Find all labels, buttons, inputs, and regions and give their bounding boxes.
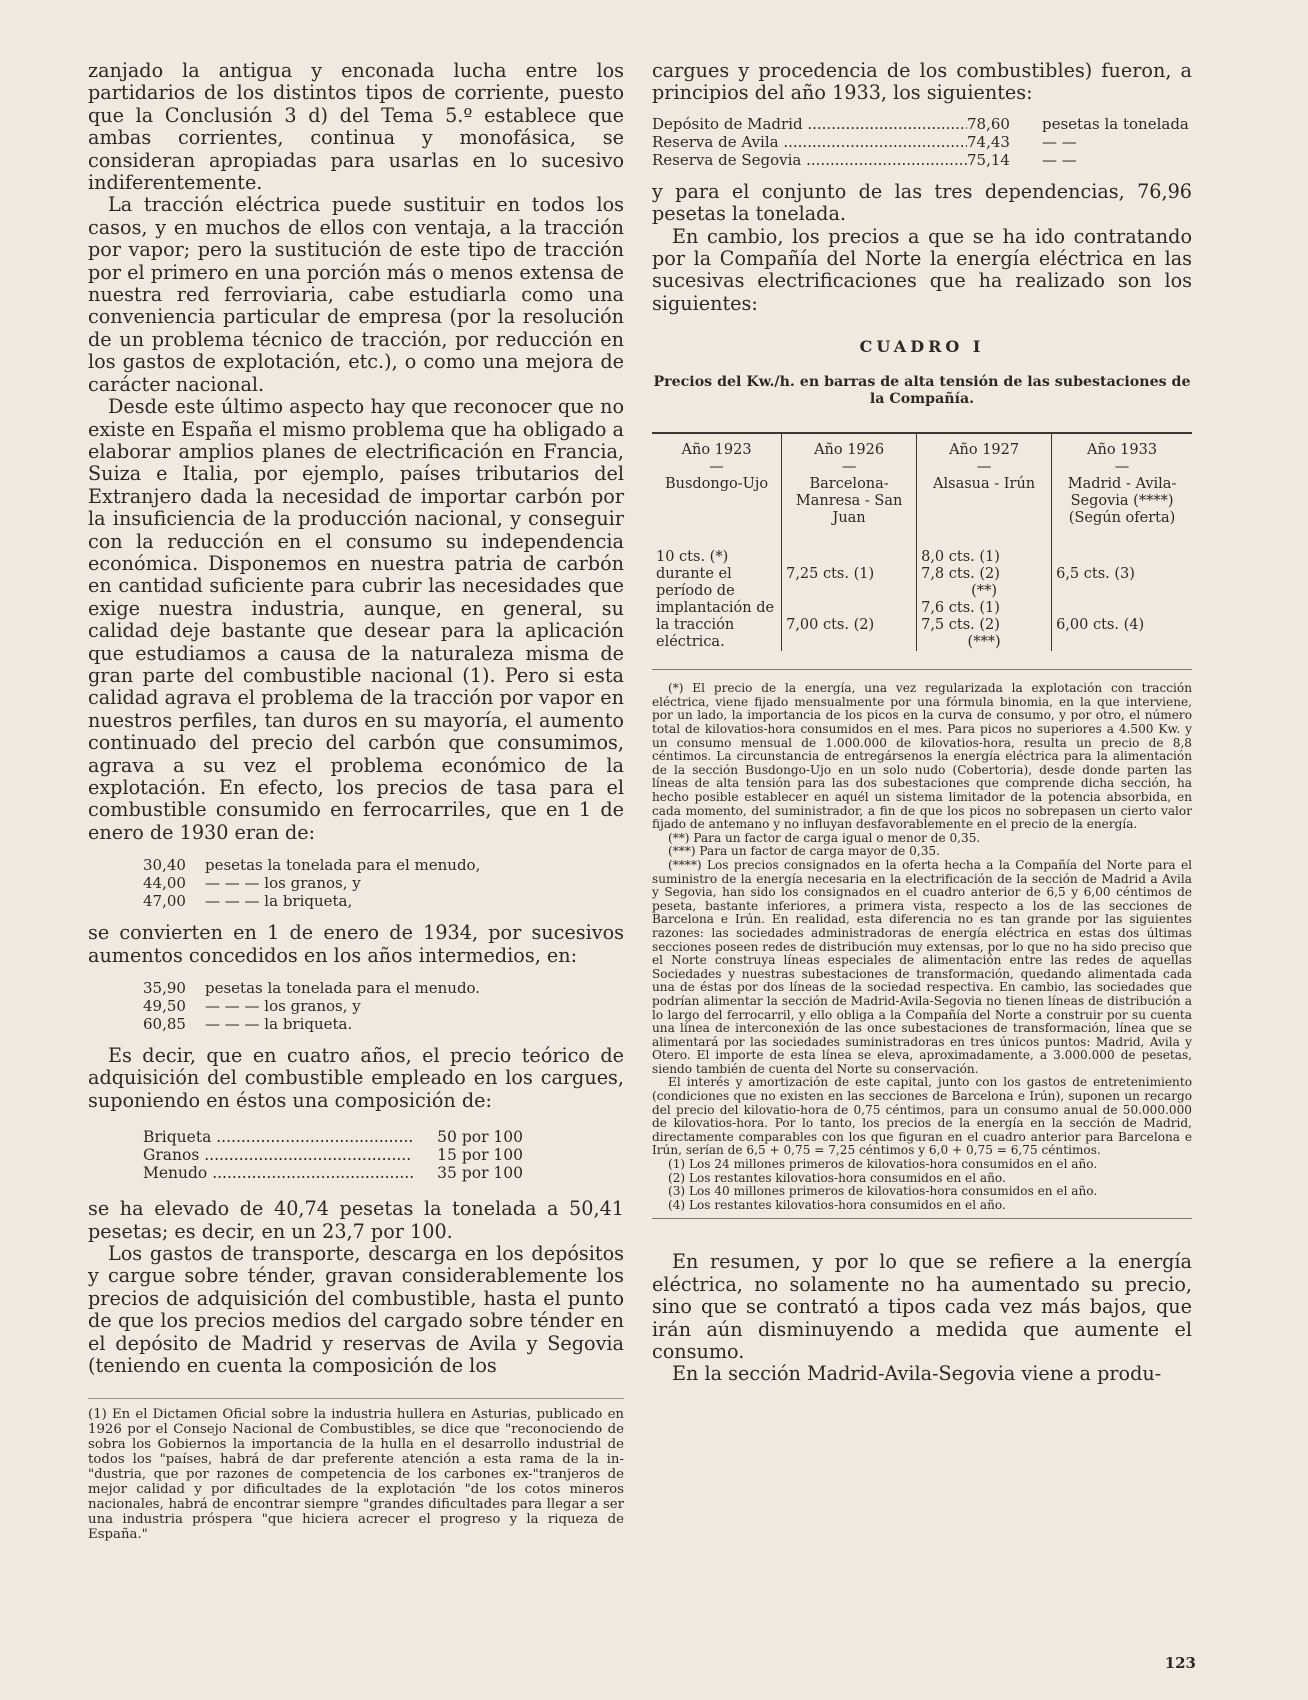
- page-number: 123: [1164, 1654, 1196, 1672]
- list-item: Menudo ......................................... 35 por 100: [143, 1164, 523, 1183]
- body-paragraph: cargues y procedencia de los combustibles) fueron, a principios del año 1933, los siguientes:: [652, 59, 1192, 105]
- table-subtitle: Precios del Kw./h. en barras de alta tensión de las subestaciones de la Compañía.: [653, 374, 1191, 408]
- table-note: (*) El precio de la energía, una vez regularizada la explotación con tracción eléctrica, viene fijado mensualmente por una fórmula binomia, en la que interviene, por un lado, la importancia de los picos en la curva de consumo, y por otro, el número total de kilovatios-hora consumidos en el mes. Para picos no superiores a 4.500 Kw. y un consumo mensual de 1.000.000 de kilovatios-hora, resulta un precio de 8,8 céntimos. La circunstancia de entregársenos la energía eléctrica para la alimentación de la sección Busdongo-Ujo en un solo nudo (Cobertoria), desde donde parten las líneas de alta tensión para las dos subestaciones que comprende dicha sección, ha hecho posible establecer en aquél un sistema limitador de la potencia absorbida, en cada momento, del suministrador, a fin de que los picos no sobrepasen un cierto valor fijado de antemano y no influyan desfavorablemente en el precio de la energía.: [652, 681, 1192, 832]
- body-paragraph: Desde este último aspecto hay que reconocer que no existe en España el mismo problema que ha obligado a elaborar amplios planes de electrificación en Francia, Suiza e Italia, por ejemplo, países tributarios del Extranjero dada la necesidad de importar carbón por la insuficiencia de la producción nacional, y conseguir con la reducción en el consumo su independencia económica. Disponemos en nuestra patria de carbón en cantidad suficiente para cubrir las necesidades que exige nuestra industria, aunque, en general, su calidad deje bastante que desear para la aplicación que estudiamos a causa de la naturaleza misma de gran parte del combustible nacional (1). Pero si esta calidad agrava el problema de la tracción por vapor en nuestros perfiles, tan duros en su mayoría, el aumento continuado del precio del carbón que consumimos, agrava a su vez el problema económico de la explotación. En efecto, los precios de tasa para el combustible consumido en ferrocarriles, que en 1 de enero de 1930 eran de:: [88, 395, 624, 844]
- table-note: El interés y amortización de este capital, junto con los gastos de entretenimiento (condiciones que no existen en las secciones de Barcelona e Irún), suponen un recargo del precio del kilovatio-hora de 0,75 céntimos, para un consumo anual de 50.000.000 de kilovatios-hora. Por lo tanto, los precios de la energía en la sección de Madrid, directamente comparables con los que figuran en el cuadro anterior para Barcelona e Irún, serían de 6,5 + 0,75 = 7,25 céntimos y 6,0 + 0,75 = 6,75 céntimos.: [652, 1075, 1192, 1158]
- table-cell: 7,25 cts. (1) 7,00 cts. (2): [782, 527, 917, 651]
- list-item: Depósito de Madrid ..... 78,60 pesetas la tonelada: [652, 115, 1192, 133]
- list-item: 35,90 pesetas la tonelada para el menudo.: [143, 979, 481, 998]
- table-cell: Año 1926 — Barcelona-Manresa - San Juan: [782, 433, 917, 527]
- list-item: 30,40 pesetas la tonelada para el menudo,: [143, 856, 481, 875]
- body-paragraph: y para el conjunto de las tres dependencias, 76,96 pesetas la tonelada.: [652, 179, 1192, 226]
- body-paragraph: En cambio, los precios a que se ha ido contratando por la Compañía del Norte la energía eléctrica en las sucesivas electrificaciones que ha realizado son los siguientes:: [652, 224, 1192, 315]
- list-item: 44,00 — — — los granos, y: [143, 874, 361, 893]
- table-row: [652, 527, 1192, 651]
- table-cell: Año 1927 — Alsasua - Irún: [917, 433, 1052, 527]
- price-table: [652, 432, 1192, 651]
- table-note: (3) Los 40 millones primeros de kilovatios-hora consumidos en el año.: [668, 1184, 1098, 1199]
- body-paragraph: En resumen, y por lo que se refiere a la energía eléctrica, no solamente no ha aumentado su precio, sino que se contrató a tipos cada vez más bajos, que irán aún disminuyendo a medida que aumente el consumo.: [652, 1250, 1192, 1364]
- body-paragraph: Es decir, que en cuatro años, el precio teórico de adquisición del combustible empleado en los cargues, suponiendo en éstos una composición de:: [88, 1044, 624, 1112]
- table-cell: 6,5 cts. (3) 6,00 cts. (4): [1052, 527, 1192, 651]
- list-item: Reserva de Avila ..... 74,43 — —: [652, 133, 1192, 151]
- table-cell: Año 1923 — Busdongo-Ujo: [664, 442, 769, 493]
- table-note: (2) Los restantes kilovatios-hora consumidos en el año.: [668, 1170, 1006, 1185]
- list-item: Reserva de Segovia ..... 75,14 — —: [652, 151, 1192, 169]
- table-note: (1) Los 24 millones primeros de kilovatios-hora consumidos en el año.: [668, 1157, 1098, 1172]
- body-paragraph: se ha elevado de 40,74 pesetas la tonelada a 50,41 pesetas; es decir, en un 23,7 por 100.: [88, 1197, 624, 1243]
- list-item: Briqueta ........................................ 50 por 100: [143, 1128, 523, 1147]
- body-paragraph: La tracción eléctrica puede sustituir en todos los casos, y en muchos de ellos con ventaja, a la tracción por vapor; pero la sustitución de este tipo de tracción por el primero en una porción más o menos extensa de nuestra red ferroviaria, cabe estudiarla como una conveniencia particular de empresa (por la resolución de un problema técnico de tracción, por reducción en los gastos de explotación, etc.), o como una mejora de carácter nacional.: [88, 193, 624, 396]
- table-row: [652, 433, 1192, 527]
- table-note: (***) Para un factor de carga mayor de 0,35.: [668, 844, 940, 859]
- body-paragraph: se convierten en 1 de enero de 1934, por sucesivos aumentos concedidos en los años intermedios, en:: [88, 921, 624, 967]
- table-note: (**) Para un factor de carga igual o menor de 0,35.: [668, 830, 981, 845]
- body-paragraph: zanjado la antigua y enconada lucha entre los partidarios de los distintos tipos de corriente, puesto que la Conclusión 3 d) del Tema 5.º establece que ambas corrientes, continua y monofásica, se consideran apropiadas para usarlas en lo sucesivo indiferentemente.: [88, 59, 624, 195]
- left-column: [88, 60, 624, 1542]
- footnote: (1) En el Dictamen Oficial sobre la industria hullera en Asturias, publicado en 1926 por el Consejo Nacional de Combustibles, se dice que "reconociendo de sobra los Gobiernos la importancia de la hulla en el desarrollo industrial de todos los "países, habrá de dar preferente atención a esta rama de la in-"dustria, que por razones de competencia de los carbones ex-"tranjeros de mejor calidad y por dificultades de la explotación "de los cotos mineros nacionales, habrá de encontrar siempre "grandes dificultades para llegar a ser una industria próspera "que hiciera acrecer el progreso y la riqueza de España.": [88, 1406, 624, 1542]
- coal-price-list-1934: [143, 979, 624, 1033]
- table-notes: [652, 669, 1192, 1219]
- list-item: Granos .......................................... 15 por 100: [143, 1146, 523, 1165]
- right-column: [652, 60, 1192, 1386]
- table-title: CUADRO I: [859, 337, 985, 357]
- list-item: 60,85 — — — la briqueta.: [143, 1015, 353, 1034]
- body-paragraph: Los gastos de transporte, descarga en los depósitos y cargue sobre ténder, gravan considerablemente los precios de adquisición del combustible, hasta el punto de que los precios medios del cargado sobre ténder en el depósito de Madrid y reservas de Avila y Segovia (teniendo en cuenta la composición de los: [88, 1242, 624, 1378]
- table-cell: Año 1933 — Madrid - Avila-Segovia (****) (Según oferta): [1052, 433, 1192, 527]
- table-note: (****) Los precios consignados en la oferta hecha a la Compañía del Norte para el suministro de la energía necesaria en la electrificación de la sección de Madrid a Avila y Segovia, han sido los consignados en el cuadro anterior de 6,5 y 6,00 céntimos de peseta, bastante inferiores, a primera vista, respecto a los de las secciones de Barcelona e Irún. En realidad, esta diferencia no es tan grande por las siguientes razones: las sociedades administradoras de energía eléctrica en estas dos últimas secciones poseen redes de distribución muy extensas, por lo que no ha sido preciso que el Norte construya líneas especiales de alimentación entre las redes de aquellas Sociedades y nuestras subestaciones de transformación, quedando alimentada cada una de éstas por dos líneas de la sociedad respectiva. En cambio, las sociedades que podrían alimentar la sección de Madrid-Avila-Segovia no tienen líneas de distribución a lo largo del ferrocarril, y ello obliga a la Compañía del Norte a construir por su cuenta una línea de interconexión de las once subestaciones de transformación, línea que se alimentará por las sociedades suministradoras en tres únicos puntos: Madrid, Avila y Otero. El importe de esta línea se eleva, aproximadamente, a 3.000.000 de pesetas, siendo también de cuenta del Norte su conservación.: [652, 857, 1192, 1076]
- footnote-separator: [88, 1398, 624, 1399]
- composition-list: [143, 1128, 523, 1182]
- list-item: 49,50 — — — los granos, y: [143, 997, 361, 1016]
- coal-price-list-1930: [143, 856, 624, 910]
- fuel-price-list: [652, 115, 1192, 169]
- table-cell: 8,0 cts. (1) 7,8 cts. (2) (**) 7,6 cts. (1) 7,5 cts. (2) (***): [917, 527, 1052, 651]
- table-cell: 10 cts. (*) durante el período de implantación de la tracción eléctrica.: [656, 549, 775, 651]
- table-note: (4) Los restantes kilovatios-hora consumidos en el año.: [668, 1197, 1006, 1212]
- list-item: 47,00 — — — la briqueta,: [143, 892, 353, 911]
- body-paragraph: En la sección Madrid-Avila-Segovia viene a produ-: [672, 1362, 1162, 1386]
